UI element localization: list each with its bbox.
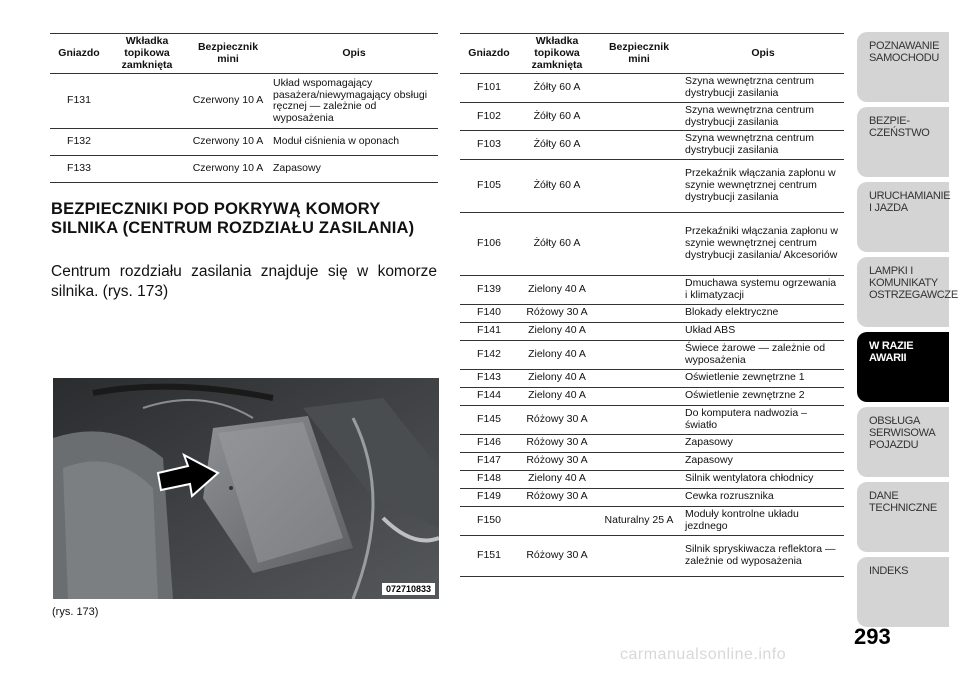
cell-cartridge-fuse: Różowy 30 A xyxy=(518,405,596,434)
table-row xyxy=(460,405,844,434)
table-row xyxy=(460,131,844,160)
cell-description: Zapasowy xyxy=(270,156,438,183)
engine-compartment-photo xyxy=(53,378,439,599)
header-description: Opis xyxy=(682,34,844,74)
section-body-text: Centrum rozdziału zasilania znajduje się w komorze silnika. (rys. 173) xyxy=(51,263,437,300)
table-row xyxy=(460,340,844,369)
cell-slot: F141 xyxy=(460,322,518,340)
cell-cartridge-fuse: Różowy 30 A xyxy=(518,452,596,470)
table-row xyxy=(460,506,844,535)
header-cartridge-fuse: Wkładka topikowa zamknięta xyxy=(518,34,596,74)
figure-caption: (rys. 173) xyxy=(52,606,99,618)
table-row xyxy=(460,488,844,506)
table-row xyxy=(50,156,438,183)
cell-cartridge-fuse: Żółty 60 A xyxy=(518,159,596,212)
cell-slot: F150 xyxy=(460,506,518,535)
cell-cartridge-fuse: Różowy 30 A xyxy=(518,535,596,576)
cell-description: Moduły kontrolne układu jezdnego xyxy=(682,506,844,535)
table-row xyxy=(460,304,844,322)
header-slot: Gniazdo xyxy=(50,34,108,74)
cell-cartridge-fuse: Żółty 60 A xyxy=(518,102,596,131)
figure-code: 072710833 xyxy=(382,583,435,595)
header-description: Opis xyxy=(270,34,438,74)
chapter-tab-8[interactable]: INDEKS xyxy=(857,557,949,627)
cell-mini-fuse xyxy=(596,470,682,488)
cell-mini-fuse xyxy=(596,159,682,212)
cell-description: Moduł ciśnienia w oponach xyxy=(270,129,438,156)
chapter-tab-1[interactable]: POZNAWANIE SAMOCHODU xyxy=(857,32,949,102)
cell-description: Oświetlenie zewnętrzne 1 xyxy=(682,369,844,387)
cell-mini-fuse: Czerwony 10 A xyxy=(186,129,270,156)
cell-description: Silnik spryskiwacza reflektora — zależnie od wyposażenia xyxy=(682,535,844,576)
cell-description: Przekaźnik włączania zapłonu w szynie wewnętrznej centrum dystrybucji zasilania xyxy=(682,159,844,212)
cell-cartridge-fuse: Zielony 40 A xyxy=(518,470,596,488)
cell-description: Szyna wewnętrzna centrum dystrybucji zasilania xyxy=(682,131,844,160)
cell-mini-fuse xyxy=(596,387,682,405)
table-row xyxy=(460,322,844,340)
cell-slot: F146 xyxy=(460,434,518,452)
cell-slot: F101 xyxy=(460,74,518,103)
cell-mini-fuse xyxy=(596,369,682,387)
table-header-row xyxy=(460,34,844,74)
cell-cartridge-fuse xyxy=(518,506,596,535)
section-heading: BEZPIECZNIKI POD POKRYWĄ KOMORY SILNIKA (CENTRUM ROZDZIAŁU ZASILANIA) xyxy=(51,200,415,237)
cell-mini-fuse xyxy=(596,340,682,369)
chapter-tab-7[interactable]: DANE TECHNICZNE xyxy=(857,482,949,552)
table-row xyxy=(460,369,844,387)
cell-mini-fuse xyxy=(596,102,682,131)
cell-mini-fuse xyxy=(596,212,682,275)
cell-slot: F151 xyxy=(460,535,518,576)
cell-slot: F106 xyxy=(460,212,518,275)
table-row xyxy=(50,74,438,129)
cell-description: Zapasowy xyxy=(682,434,844,452)
cell-mini-fuse xyxy=(596,535,682,576)
cell-mini-fuse xyxy=(596,405,682,434)
cell-slot: F148 xyxy=(460,470,518,488)
fuse-table-left xyxy=(50,33,438,183)
cell-description: Układ wspomagający pasażera/niewymagający obsługi ręcznej — zależnie od wyposażenia xyxy=(270,74,438,129)
cell-description: Blokady elektryczne xyxy=(682,304,844,322)
cell-description: Do komputera nadwozia – światło xyxy=(682,405,844,434)
table-row xyxy=(460,470,844,488)
cell-description: Szyna wewnętrzna centrum dystrybucji zasilania xyxy=(682,74,844,103)
page-number: 293 xyxy=(854,624,891,649)
table-row xyxy=(460,387,844,405)
table-header-row xyxy=(50,34,438,74)
cell-mini-fuse xyxy=(596,275,682,304)
cell-mini-fuse xyxy=(596,322,682,340)
cell-cartridge-fuse xyxy=(108,156,186,183)
table-row xyxy=(460,159,844,212)
table-row xyxy=(460,212,844,275)
cell-description: Układ ABS xyxy=(682,322,844,340)
cell-mini-fuse: Czerwony 10 A xyxy=(186,156,270,183)
chapter-tab-6[interactable]: OBSŁUGA SERWISOWA POJAZDU xyxy=(857,407,949,477)
cell-cartridge-fuse: Zielony 40 A xyxy=(518,322,596,340)
header-cartridge-fuse: Wkładka topikowa zamknięta xyxy=(108,34,186,74)
cell-mini-fuse: Naturalny 25 A xyxy=(596,506,682,535)
cell-slot: F149 xyxy=(460,488,518,506)
chapter-tabs xyxy=(857,32,960,632)
cell-cartridge-fuse: Zielony 40 A xyxy=(518,369,596,387)
cell-description: Zapasowy xyxy=(682,452,844,470)
table-row xyxy=(460,74,844,103)
cell-slot: F105 xyxy=(460,159,518,212)
cell-description: Cewka rozrusznika xyxy=(682,488,844,506)
cell-slot: F147 xyxy=(460,452,518,470)
table-row xyxy=(460,102,844,131)
cell-slot: F142 xyxy=(460,340,518,369)
cell-description: Oświetlenie zewnętrzne 2 xyxy=(682,387,844,405)
cell-slot: F102 xyxy=(460,102,518,131)
cell-slot: F131 xyxy=(50,74,108,129)
cell-mini-fuse xyxy=(596,488,682,506)
table-row xyxy=(50,129,438,156)
cell-slot: F140 xyxy=(460,304,518,322)
cell-mini-fuse: Czerwony 10 A xyxy=(186,74,270,129)
cell-description: Świece żarowe — zależnie od wyposażenia xyxy=(682,340,844,369)
cell-cartridge-fuse: Żółty 60 A xyxy=(518,131,596,160)
table-row xyxy=(460,535,844,576)
header-slot: Gniazdo xyxy=(460,34,518,74)
cell-slot: F145 xyxy=(460,405,518,434)
table-row xyxy=(460,434,844,452)
cell-description: Szyna wewnętrzna centrum dystrybucji zasilania xyxy=(682,102,844,131)
table-row xyxy=(460,452,844,470)
cell-slot: F144 xyxy=(460,387,518,405)
cell-description: Silnik wentylatora chłodnicy xyxy=(682,470,844,488)
fuse-table-right xyxy=(460,33,844,577)
cell-cartridge-fuse: Żółty 60 A xyxy=(518,74,596,103)
chapter-tab-3[interactable]: URUCHAMIANIE I JAZDA xyxy=(857,182,949,252)
cell-mini-fuse xyxy=(596,434,682,452)
cell-cartridge-fuse: Zielony 40 A xyxy=(518,275,596,304)
watermark: carmanualsonline.info xyxy=(620,646,787,663)
cell-cartridge-fuse: Żółty 60 A xyxy=(518,212,596,275)
cell-slot: F139 xyxy=(460,275,518,304)
cell-mini-fuse xyxy=(596,304,682,322)
cell-slot: F132 xyxy=(50,129,108,156)
cell-cartridge-fuse xyxy=(108,74,186,129)
chapter-tab-5[interactable]: W RAZIE AWARII xyxy=(857,332,949,402)
cell-cartridge-fuse: Różowy 30 A xyxy=(518,434,596,452)
cell-slot: F103 xyxy=(460,131,518,160)
header-mini-fuse: Bezpiecznik mini xyxy=(596,34,682,74)
cell-slot: F133 xyxy=(50,156,108,183)
cell-cartridge-fuse xyxy=(108,129,186,156)
chapter-tab-4[interactable]: LAMPKI I KOMUNIKATY OSTRZEGAWCZE xyxy=(857,257,949,327)
cell-mini-fuse xyxy=(596,131,682,160)
cell-cartridge-fuse: Zielony 40 A xyxy=(518,387,596,405)
cell-cartridge-fuse: Różowy 30 A xyxy=(518,304,596,322)
cell-mini-fuse xyxy=(596,74,682,103)
cell-mini-fuse xyxy=(596,452,682,470)
cell-description: Przekaźniki włączania zapłonu w szynie wewnętrznej centrum dystrybucji zasilania/ Akcesoriów xyxy=(682,212,844,275)
table-row xyxy=(460,275,844,304)
cell-cartridge-fuse: Różowy 30 A xyxy=(518,488,596,506)
chapter-tab-2[interactable]: BEZPIE- CZEŃSTWO xyxy=(857,107,949,177)
cell-cartridge-fuse: Zielony 40 A xyxy=(518,340,596,369)
engine-compartment-illustration xyxy=(53,378,439,599)
cell-description: Dmuchawa systemu ogrzewania i klimatyzacji xyxy=(682,275,844,304)
header-mini-fuse: Bezpiecznik mini xyxy=(186,34,270,74)
cell-slot: F143 xyxy=(460,369,518,387)
